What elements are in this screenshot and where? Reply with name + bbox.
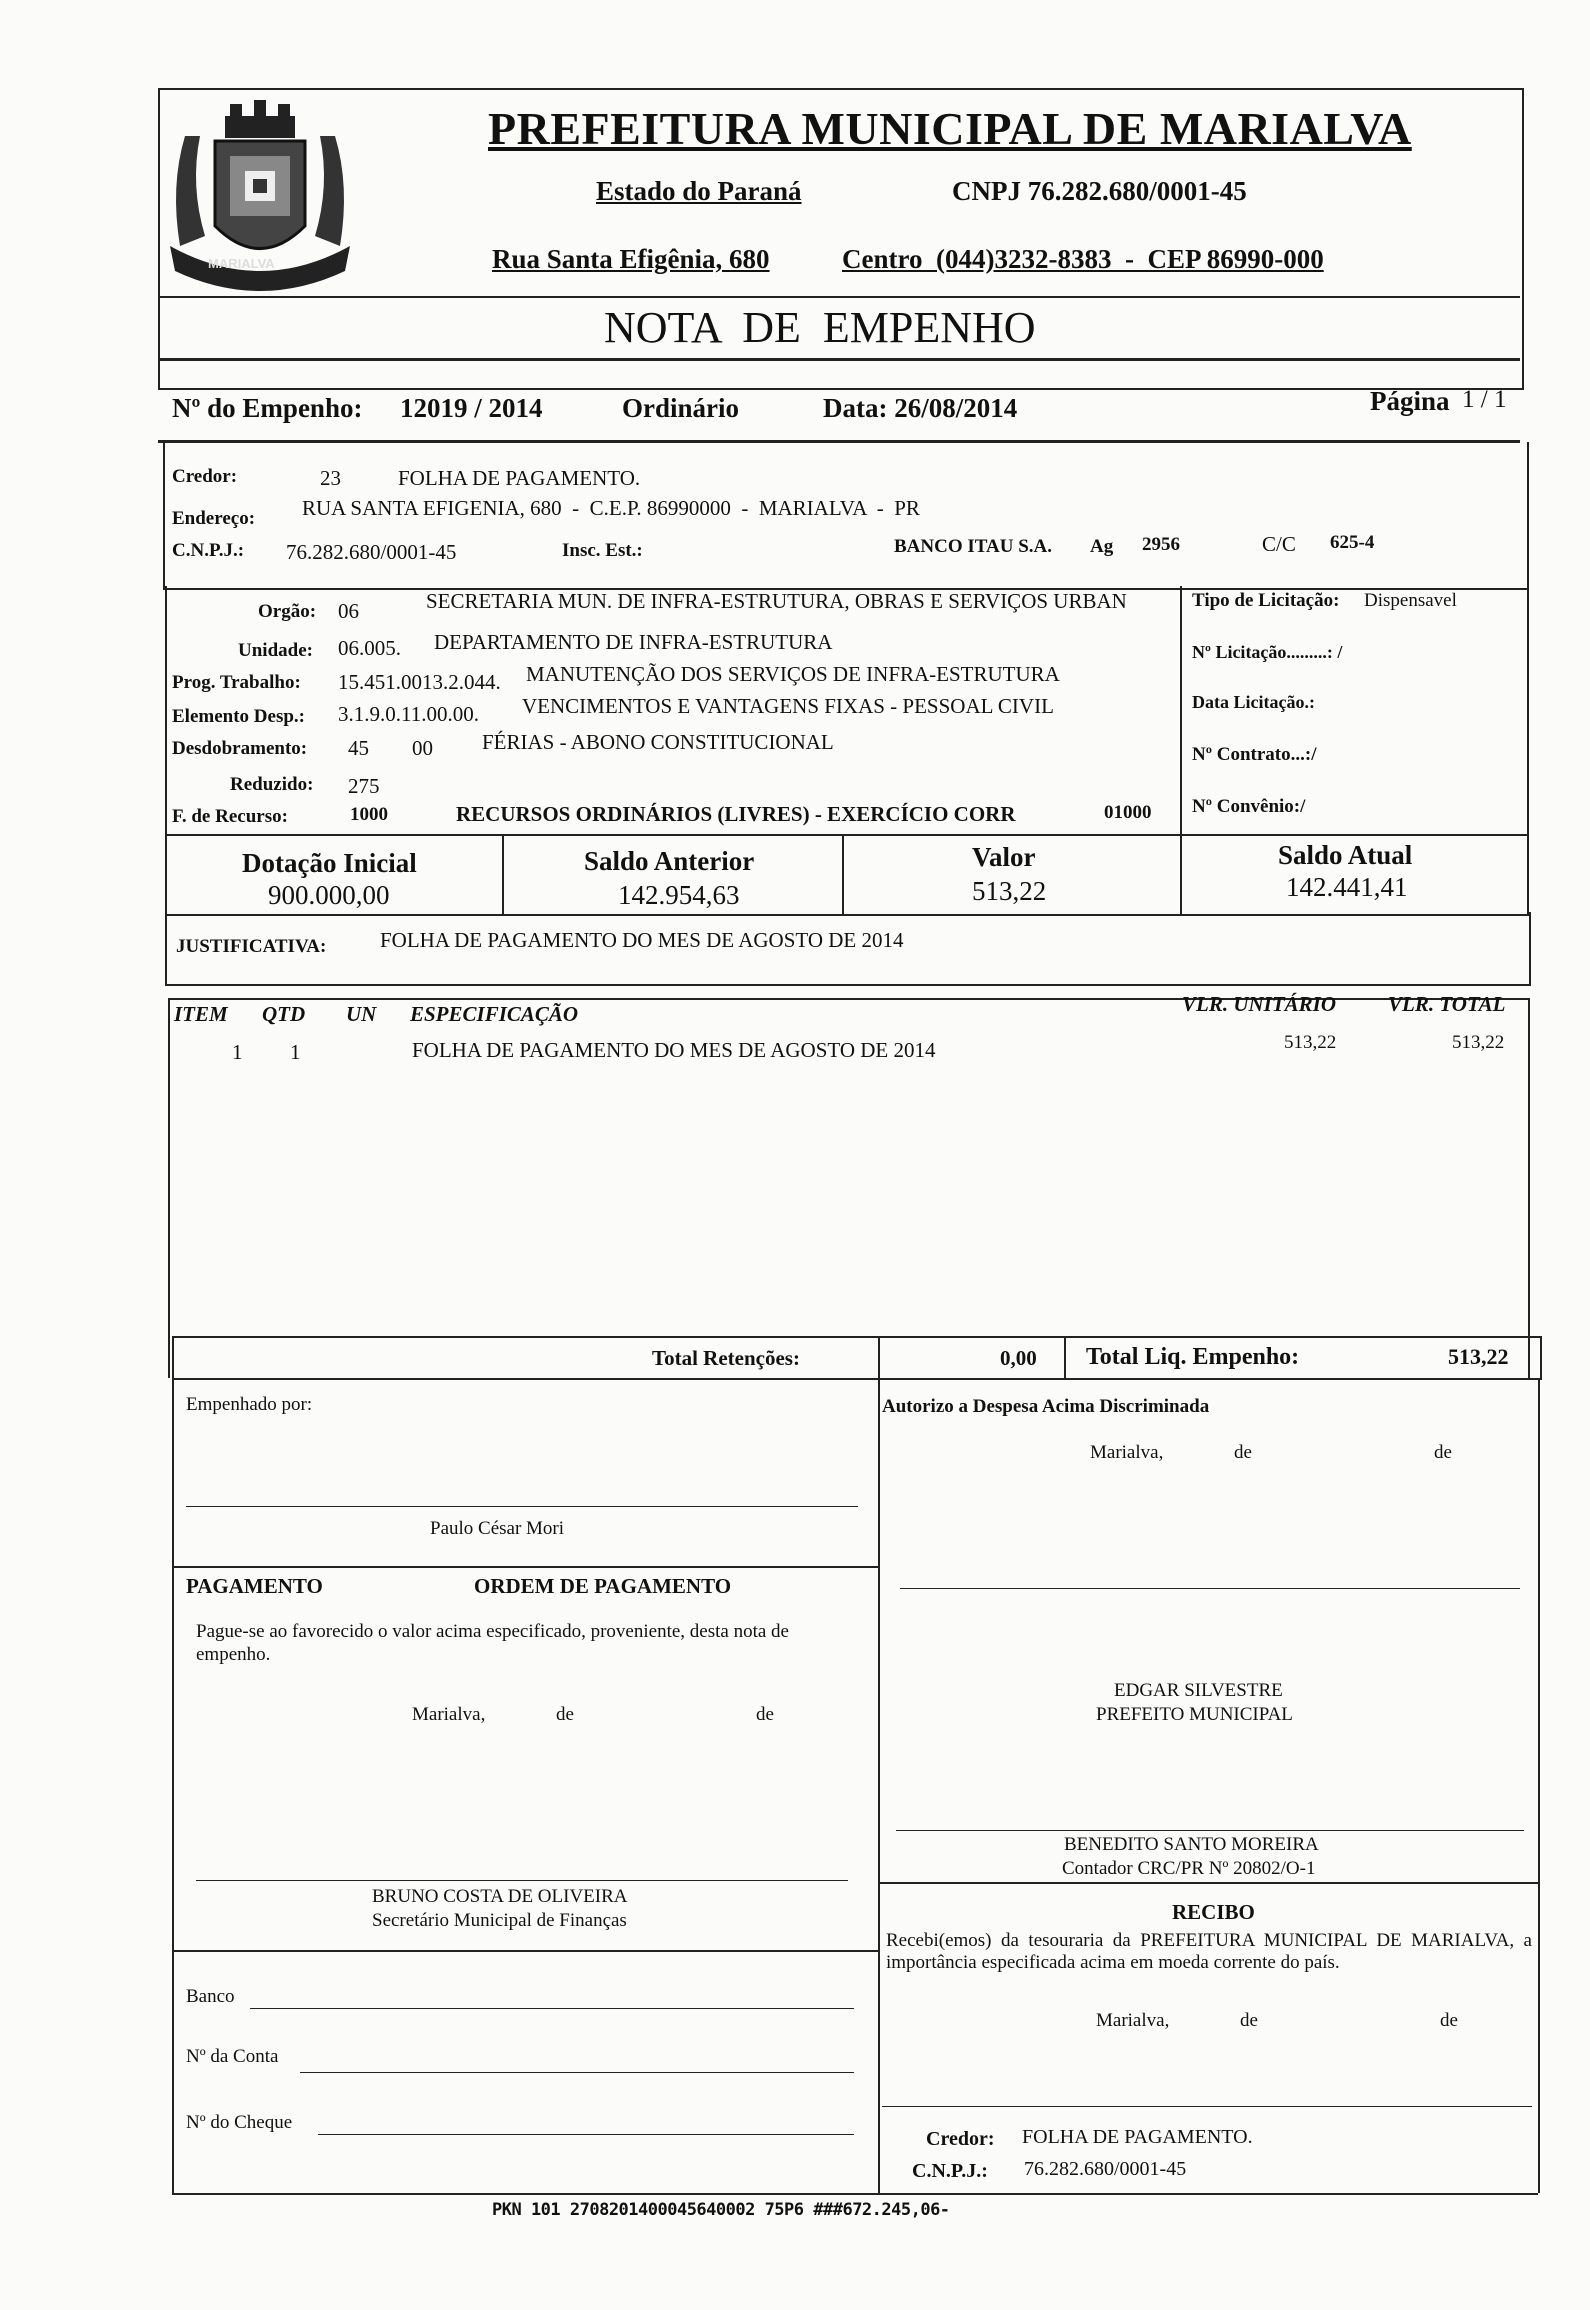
bank-name: BANCO ITAU S.A. — [894, 536, 1053, 557]
credor-address: RUA SANTA EFIGENIA, 680 - C.E.P. 86990000 - MARIALVA - PR — [302, 496, 920, 520]
col-qtd: QTD — [262, 1002, 306, 1026]
licitacao-number: Nº Licitação.........: / — [1192, 642, 1343, 662]
elemento-name: VENCIMENTOS E VANTAGENS FIXAS - PESSOAL CIVIL — [522, 694, 1054, 718]
row-unit: 513,22 — [1284, 1032, 1337, 1053]
autorizo-de1: de — [1234, 1442, 1252, 1463]
header-cnpj: CNPJ 76.282.680/0001-45 — [952, 176, 1247, 206]
pagamento-label: PAGAMENTO — [186, 1574, 323, 1598]
dotacao-label: Dotação Inicial — [242, 848, 417, 878]
row-espec: FOLHA DE PAGAMENTO DO MES DE AGOSTO DE 2014 — [412, 1038, 936, 1062]
valor-value: 513,22 — [972, 876, 1047, 906]
recibo-credor-value: FOLHA DE PAGAMENTO. — [1022, 2126, 1253, 2148]
ordem-pagamento-label: ORDEM DE PAGAMENTO — [474, 1574, 732, 1598]
col-un: UN — [346, 1002, 377, 1026]
crest-ribbon-text: MARIALVA — [208, 256, 275, 271]
autorizo-city: Marialva, — [1090, 1442, 1164, 1463]
col-total: VLR. TOTAL — [1388, 992, 1506, 1016]
insc-label: Insc. Est.: — [562, 540, 643, 561]
elemento-code: 3.1.9.0.11.00.00. — [338, 702, 479, 726]
totais-box — [172, 1336, 1542, 1380]
recurso-code: 1000 — [350, 804, 388, 825]
page-value: 1 / 1 — [1462, 386, 1507, 413]
retencoes-value: 0,00 — [1000, 1346, 1037, 1370]
recibo-de1: de — [1240, 2010, 1258, 2031]
document-title: NOTA DE EMPENHO — [604, 303, 1036, 352]
pagamento-text: Pague-se ao favorecido o valor acima especificado, proveniente, desta nota de empenho. — [196, 1621, 789, 1665]
saldo-anterior-label: Saldo Anterior — [584, 846, 755, 876]
desdobramento-name: FÉRIAS - ABONO CONSTITUCIONAL — [482, 730, 834, 754]
desdobramento-label: Desdobramento: — [172, 738, 308, 759]
desdobramento-code: 45 — [348, 736, 369, 760]
tipo-licitacao-value: Dispensavel — [1364, 590, 1457, 611]
banco-label: Banco — [186, 1986, 235, 2007]
prefeito-role: PREFEITO MUNICIPAL — [1096, 1704, 1293, 1725]
convenio-label: Nº Convênio:/ — [1192, 796, 1306, 817]
state-name: Estado do Paraná — [596, 176, 802, 206]
justificativa-text: FOLHA DE PAGAMENTO DO MES DE AGOSTO DE 2014 — [380, 928, 904, 952]
credor-cnpj: 76.282.680/0001-45 — [286, 540, 457, 564]
org-name: PREFEITURA MUNICIPAL DE MARIALVA — [488, 103, 1412, 154]
recibo-credor-label: Credor: — [926, 2128, 995, 2150]
credor-name: FOLHA DE PAGAMENTO. — [398, 466, 641, 490]
account-label: C/C — [1262, 532, 1296, 556]
justificativa-label: JUSTIFICATIVA: — [176, 936, 327, 957]
header-contact: Centro (044)3232-8383 - CEP 86990-000 — [842, 244, 1324, 274]
contador-role: Contador CRC/PR Nº 20802/O-1 — [1062, 1858, 1316, 1879]
credor-code: 23 — [320, 466, 341, 490]
col-unit: VLR. UNITÁRIO — [1182, 992, 1337, 1016]
empenho-number: 12019 / 2014 — [400, 393, 543, 423]
tipo-licitacao-label: Tipo de Licitação: — [1192, 590, 1340, 611]
saldo-atual-value: 142.441,41 — [1286, 872, 1408, 902]
licitacao-date-label: Data Licitação.: — [1192, 692, 1315, 712]
empenhado-name: Paulo César Mori — [430, 1518, 565, 1539]
retencoes-label: Total Retenções: — [652, 1346, 800, 1370]
recurso-name: RECURSOS ORDINÁRIOS (LIVRES) - EXERCÍCIO CORR — [456, 802, 1016, 826]
page-label: Página — [1370, 386, 1450, 416]
total-liquido-value: 513,22 — [1448, 1344, 1509, 1369]
orgao-code: 06 — [338, 599, 359, 623]
secretario-name: BRUNO COSTA DE OLIVEIRA — [372, 1886, 628, 1907]
unidade-code: 06.005. — [338, 636, 401, 660]
cheque-field[interactable] — [318, 2134, 854, 2135]
total-liquido-label: Total Liq. Empenho: — [1086, 1344, 1300, 1370]
prefeito-name: EDGAR SILVESTRE — [1114, 1680, 1283, 1701]
autorizo-label: Autorizo a Despesa Acima Discriminada — [882, 1396, 1210, 1417]
pagamento-city: Marialva, — [412, 1704, 486, 1725]
orgao-name: SECRETARIA MUN. DE INFRA-ESTRUTURA, OBRAS E SERVIÇOS URBAN — [426, 589, 1127, 613]
cheque-label: Nº do Cheque — [186, 2112, 293, 2133]
header-street: Rua Santa Efigênia, 680 — [492, 244, 770, 274]
conta-field[interactable] — [300, 2072, 854, 2073]
recurso-sub: 01000 — [1104, 802, 1152, 823]
footer-code: PKN 101 2708201400045640002 75P6 ###672.245,06- — [492, 2200, 950, 2220]
unidade-label: Unidade: — [238, 640, 313, 661]
municipal-crest-icon — [160, 96, 360, 306]
pagamento-de2: de — [756, 1704, 774, 1725]
saldo-atual-label: Saldo Atual — [1278, 840, 1413, 870]
pagamento-de1: de — [556, 1704, 574, 1725]
contador-name: BENEDITO SANTO MOREIRA — [1064, 1834, 1319, 1855]
reduzido-code: 275 — [348, 774, 380, 798]
col-item: ITEM — [174, 1002, 228, 1026]
recibo-de2: de — [1440, 2010, 1458, 2031]
cnpj-label: C.N.P.J.: — [172, 540, 245, 561]
row-item: 1 — [232, 1040, 243, 1064]
row-total: 513,22 — [1452, 1032, 1505, 1053]
recibo-text: Recebi(emos) da tesouraria da PREFEITURA MUNICIPAL DE MARIALVA, a importância especificada acima em moeda corrente do país. — [886, 1930, 1532, 1973]
recibo-cnpj-label: C.N.P.J.: — [912, 2160, 988, 2182]
orgao-label: Orgão: — [258, 601, 317, 622]
recibo-cnpj-value: 76.282.680/0001-45 — [1024, 2158, 1187, 2180]
prog-code: 15.451.0013.2.044. — [338, 670, 501, 694]
empenhado-label: Empenhado por: — [186, 1394, 313, 1415]
recibo-city: Marialva, — [1096, 2010, 1170, 2031]
dotacao-value: 900.000,00 — [268, 880, 390, 910]
banco-field[interactable] — [250, 2008, 854, 2009]
reduzido-label: Reduzido: — [230, 774, 314, 795]
credor-label: Credor: — [172, 466, 238, 487]
saldo-anterior-value: 142.954,63 — [618, 880, 740, 910]
agency-value: 2956 — [1142, 534, 1180, 555]
desdobramento-sub: 00 — [412, 736, 433, 760]
recurso-label: F. de Recurso: — [172, 806, 288, 827]
address-label: Endereço: — [172, 508, 256, 529]
valor-label: Valor — [972, 842, 1036, 872]
elemento-label: Elemento Desp.: — [172, 706, 305, 727]
empenho-number-label: Nº do Empenho: — [172, 393, 363, 423]
agency-label: Ag — [1090, 536, 1114, 557]
col-espec: ESPECIFICAÇÃO — [410, 1002, 579, 1026]
account-value: 625-4 — [1330, 532, 1375, 553]
prog-name: MANUTENÇÃO DOS SERVIÇOS DE INFRA-ESTRUTURA — [526, 662, 1060, 686]
row-qtd: 1 — [290, 1040, 301, 1064]
empenho-date: Data: 26/08/2014 — [823, 393, 1018, 423]
unidade-name: DEPARTAMENTO DE INFRA-ESTRUTURA — [434, 630, 833, 654]
prog-label: Prog. Trabalho: — [172, 672, 301, 693]
autorizo-de2: de — [1434, 1442, 1452, 1463]
recibo-title: RECIBO — [1172, 1900, 1255, 1924]
empenho-type: Ordinário — [622, 393, 740, 423]
conta-label: Nº da Conta — [186, 2046, 279, 2067]
contrato-label: Nº Contrato...:/ — [1192, 744, 1317, 765]
secretario-role: Secretário Municipal de Finanças — [372, 1910, 627, 1931]
